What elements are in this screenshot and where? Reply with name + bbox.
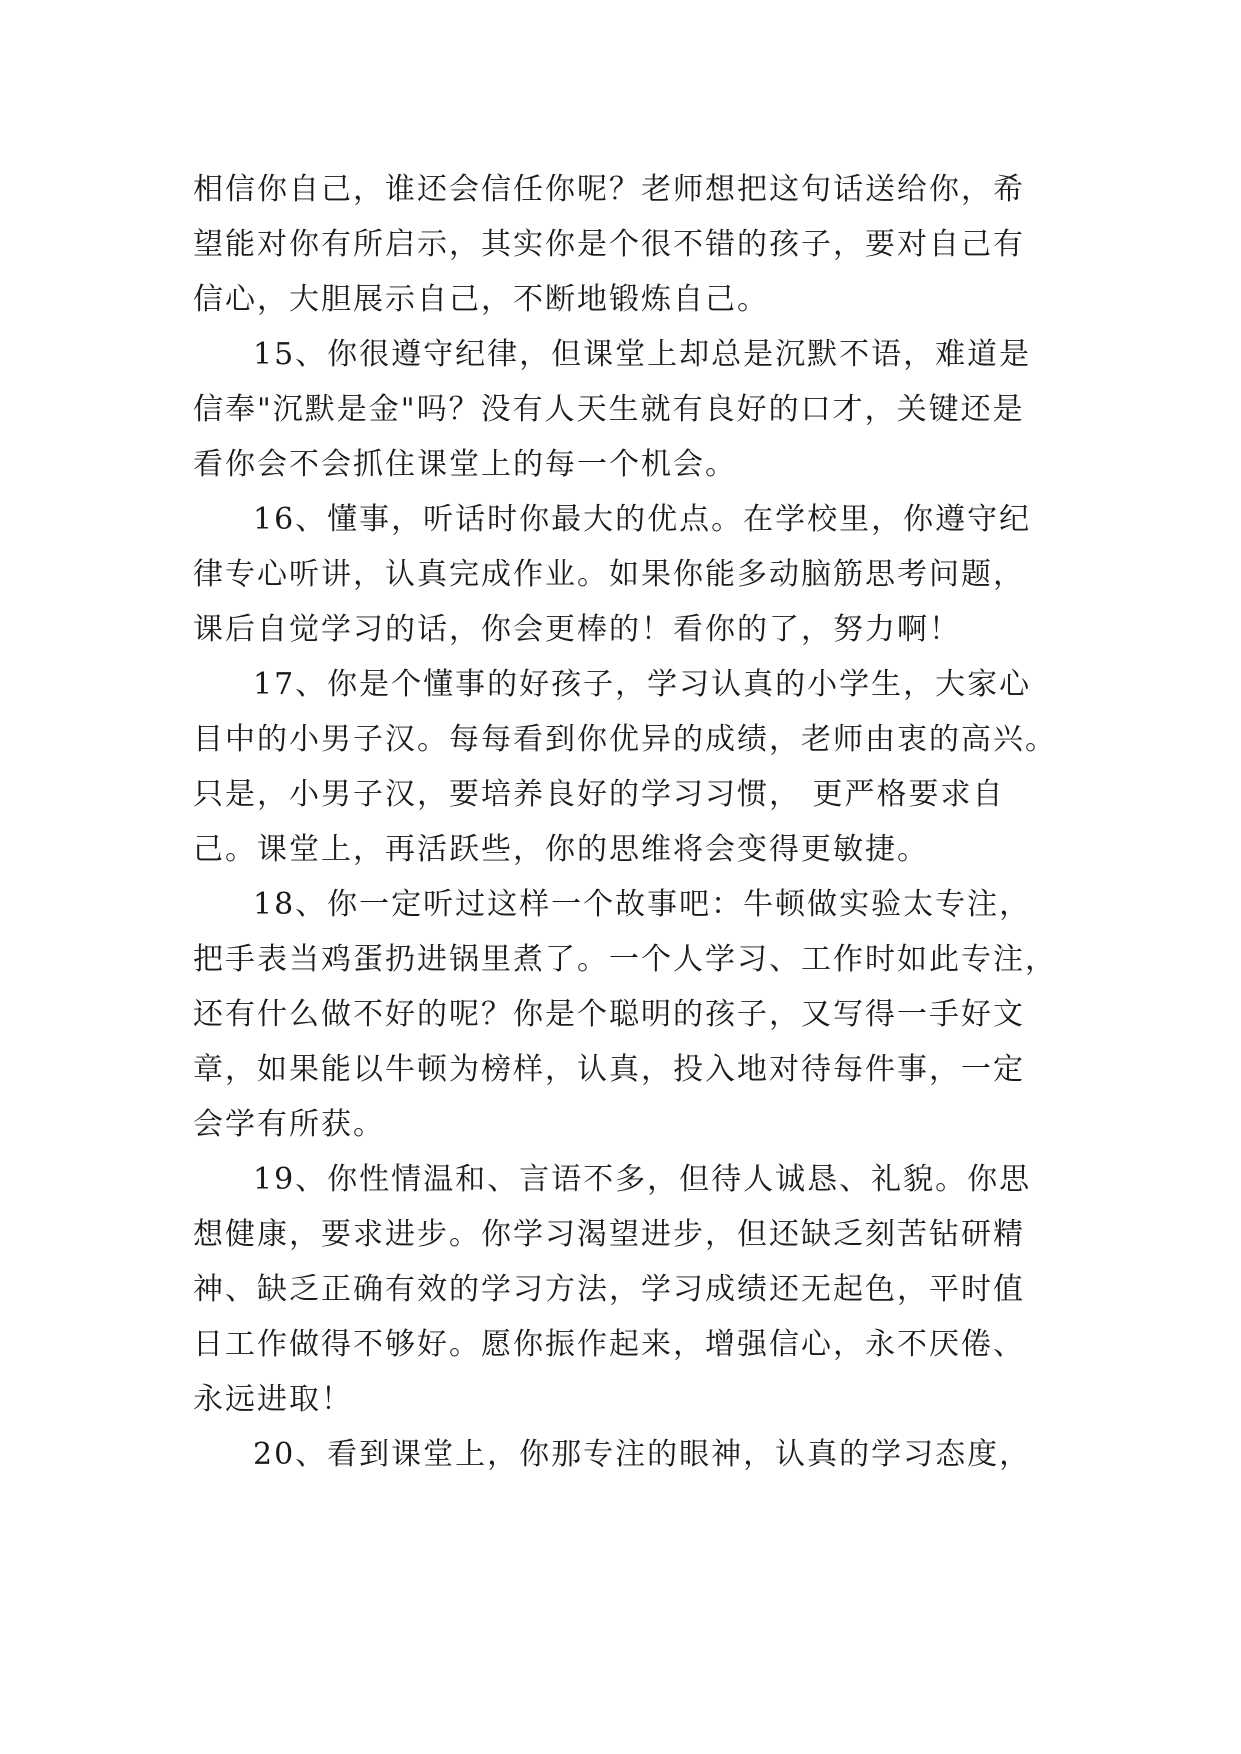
text-line: 看你会不会抓住课堂上的每一个机会。: [193, 447, 737, 482]
text-line: 神、缺乏正确有效的学习方法，学习成绩还无起色，平时值: [193, 1272, 1025, 1307]
text-line: 信奉"沉默是金"吗？没有人天生就有良好的口才，关键还是: [193, 392, 1025, 427]
text-line: 会学有所获。: [193, 1107, 385, 1142]
paragraph-16-start: 16、懂事，听话时你最大的优点。在学校里，你遵守纪: [253, 502, 1032, 537]
paragraph-15-start: 15、你很遵守纪律，但课堂上却总是沉默不语，难道是: [253, 337, 1032, 372]
text-line: 信心，大胆展示自己，不断地锻炼自己。: [193, 282, 769, 317]
paragraph-18-start: 18、你一定听过这样一个故事吧：牛顿做实验太专注，: [253, 887, 1032, 922]
text-line: 把手表当鸡蛋扔进锅里煮了。一个人学习、工作时如此专注，: [193, 942, 1057, 977]
text-line: 望能对你有所启示，其实你是个很不错的孩子，要对自己有: [193, 227, 1025, 262]
text-line: 永远进取！: [193, 1382, 353, 1417]
text-line: 只是，小男子汉，要培养良好的学习习惯， 更严格要求自: [193, 777, 1005, 812]
text-line: 章，如果能以牛顿为榜样，认真，投入地对待每件事，一定: [193, 1052, 1025, 1087]
text-line: 己。课堂上，再活跃些，你的思维将会变得更敏捷。: [193, 832, 929, 867]
text-line: 相信你自己，谁还会信任你呢？老师想把这句话送给你，希: [193, 172, 1025, 207]
paragraph-17-start: 17、你是个懂事的好孩子，学习认真的小学生，大家心: [253, 667, 1032, 702]
text-line: 想健康，要求进步。你学习渴望进步，但还缺乏刻苦钻研精: [193, 1217, 1025, 1252]
text-line: 还有什么做不好的呢？你是个聪明的孩子，又写得一手好文: [193, 997, 1025, 1032]
text-line: 目中的小男子汉。每每看到你优异的成绩，老师由衷的高兴。: [193, 722, 1057, 757]
text-line: 日工作做得不够好。愿你振作起来，增强信心，永不厌倦、: [193, 1327, 1025, 1362]
paragraph-20-start: 20、看到课堂上，你那专注的眼神，认真的学习态度，: [253, 1437, 1032, 1472]
text-line: 律专心听讲，认真完成作业。如果你能多动脑筋思考问题，: [193, 557, 1025, 592]
text-line: 课后自觉学习的话，你会更棒的！看你的了，努力啊！: [193, 612, 961, 647]
paragraph-19-start: 19、你性情温和、言语不多，但待人诚恳、礼貌。你思: [253, 1162, 1032, 1197]
